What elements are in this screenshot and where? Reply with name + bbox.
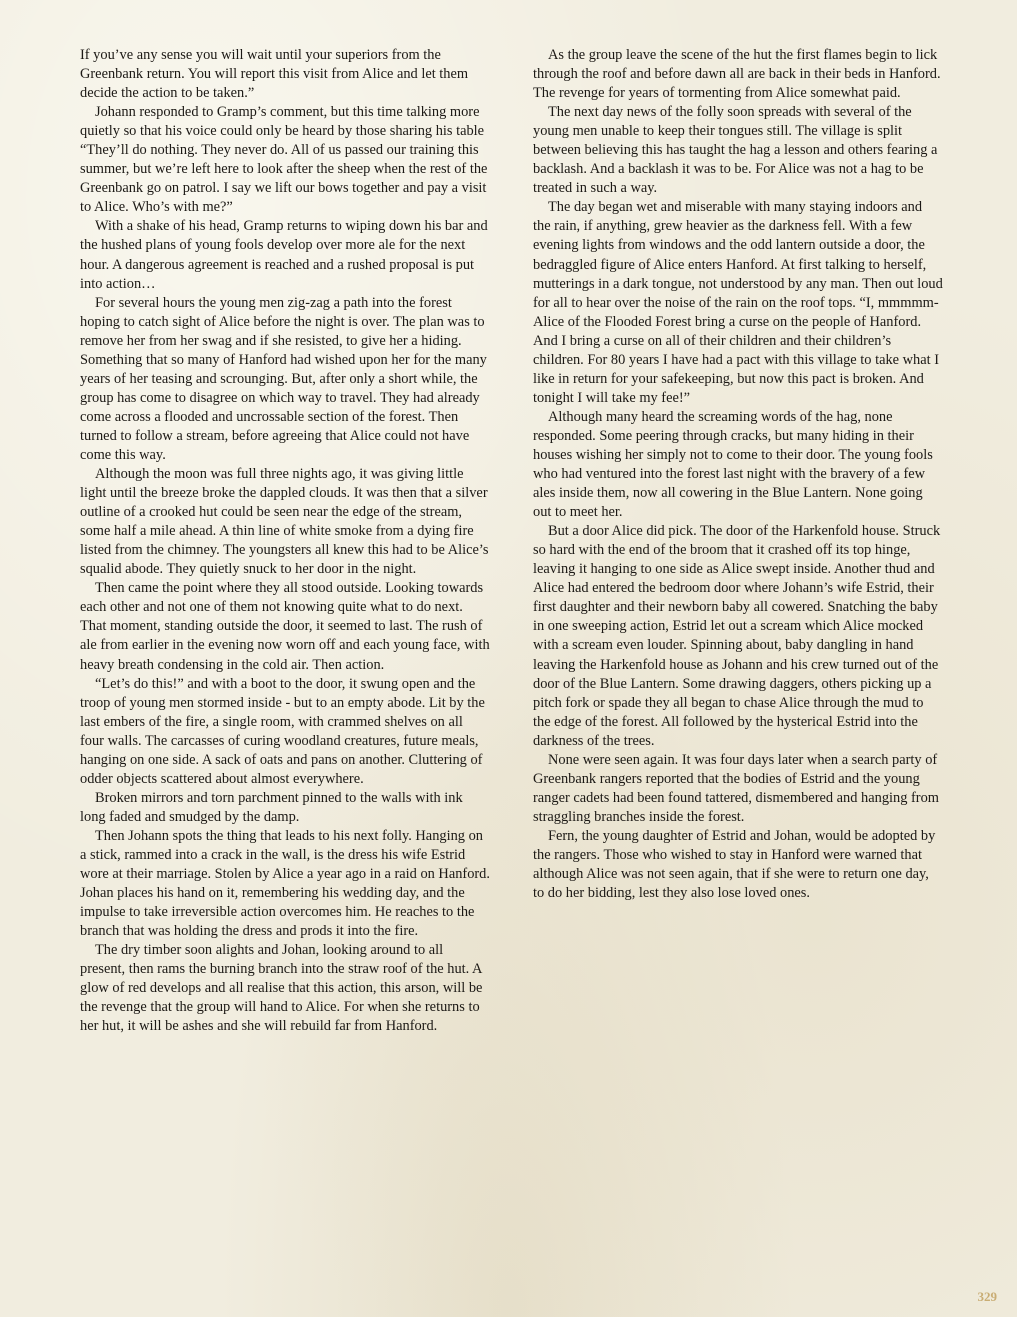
paragraph: Although many heard the screaming words of the hag, none responded. Some peering through cracks, but many hiding in their houses wishing her simply not to come to their door. The young fools who had ventured into the forest last night with the bravery of a few ales inside them, now all cowering in the Blue Lantern. None going out to meet her. xyxy=(533,408,933,521)
paragraph: Although the moon was full three nights ago, it was giving little light until the breeze broke the dappled clouds. It was then that a silver outline of a crooked hut could be seen near the edge of the stream, some half a mile ahead. A thin line of white smoke from a dying fire listed from the chimney. The youngsters all knew this had to be Alice’s squalid abode. They quietly snuck to her door in the night. xyxy=(80,466,489,578)
paragraph: Broken mirrors and torn parchment pinned to the walls with ink long faded and smudged by the damp. xyxy=(80,789,463,825)
paragraph: Then came the point where they all stood outside. Looking towards each other and not one of them not knowing quite what to do next. That moment, standing outside the door, it seemed to last. The rush of ale from earlier in the evening now worn off and each young face, with heavy breath condensing in the cold air. Then action. xyxy=(80,580,490,673)
paragraph: None were seen again. It was four days later when a search party of Greenbank rangers reported that the bodies of Estrid and the young ranger cadets had been found tattered, dismembered and hanging from straggling branches inside the forest. xyxy=(533,751,939,825)
paragraph: If you’ve any sense you will wait until your superiors from the Greenbank return. You will report this visit from Alice and let them decide the action to be taken.” xyxy=(80,47,469,102)
page-number: 329 xyxy=(977,1289,997,1304)
paragraph: As the group leave the scene of the hut the first flames begin to lick through the roof and before dawn all are back in their beds in Hanford. The revenge for years of tormenting from Alice somewhat paid. xyxy=(533,47,941,102)
paragraph: But a door Alice did pick. The door of the Harkenfold house. Struck so hard with the end of the broom that it crashed off its top hinge, leaving it hanging to one side as Alice swept inside. Another thud and Alice had entered the bedroom door where Johann’s wife Estrid, their first daughter and their newborn baby all cowered. Snatching the baby in one sweeping action, Estrid let out a scream which Alice mocked with a scream even louder. Spinning about, baby dangling in hand leaving the Harkenfold house as Johann and his crew turned out of the door of the Blue Lantern. Some drawing daggers, others picking up a pitch fork or spade they all began to chase Alice through the mud to the edge of the forest. All followed by the hysterical Estrid into the darkness of the trees. xyxy=(533,523,941,749)
paragraph: With a shake of his head, Gramp returns to wiping down his bar and the hushed plans of young fools develop over more ale for the next hour. A dangerous agreement is reached and a rushed proposal is put into action… xyxy=(80,218,488,292)
paragraph: “Let’s do this!” and with a boot to the door, it swung open and the troop of young men stormed inside - but to an empty abode. Lit by the last embers of the fire, a single room, with crammed shelves on all four walls. The carcasses of curing woodland creatures, future meals, hanging on one side. A sack of oats and pans on another. Cluttering of odder objects scattered about almost everywhere. xyxy=(80,675,485,787)
paragraph: The day began wet and miserable with many staying indoors and the rain, if anything, grew heavier as the darkness fell. With a few evening lights from windows and the odd lantern outside a door, the bedraggled figure of Alice enters Hanford. At first talking to herself, mutterings in a dark tongue, not understood by any man. Then out loud for all to hear over the noise of the rain on the roof tops. “I, mmmmm-Alice of the Flooded Forest bring a curse on the people of Hanford. And I bring a curse on all of their children and their children’s children. For 80 years I have had a pact with this village to take what I like in return for your safekeeping, but now this pact is broken. And tonight I will take my fee!” xyxy=(533,199,943,406)
left-text-column xyxy=(80,46,490,1036)
right-text-column xyxy=(533,46,943,903)
paragraph: The dry timber soon alights and Johan, looking around to all present, then rams the burning branch into the straw roof of the hut. A glow of red develops and all realise that this action, this arson, will be the revenge that the group will hand to Alice. For when she returns to her hut, it will be ashes and she will rebuild far from Hanford. xyxy=(80,942,483,1035)
paragraph: Then Johann spots the thing that leads to his next folly. Hanging on a stick, rammed into a crack in the wall, is the dress his wife Estrid wore at their marriage. Stolen by Alice a year ago in a raid on Hanford. Johan places his hand on it, remembering his wedding day, and the impulse to take irreversible action overcomes him. He reaches to the branch that was holding the dress and prods it into the fire. xyxy=(80,827,490,940)
paragraph: For several hours the young men zig-zag a path into the forest hoping to catch sight of Alice before the night is over. The plan was to remove her from her swag and if she resisted, to give her a hiding. Something that so many of Hanford had wished upon her for the many years of her teasing and scrounging. But, after only a short while, the group has come to disagree on which way to travel. They had already come across a flooded and uncrossable section of the forest. Then turned to follow a stream, before agreeing that Alice could not have come this way. xyxy=(80,294,487,463)
paragraph: Fern, the young daughter of Estrid and Johan, would be adopted by the rangers. Those who wished to stay in Hanford were warned that although Alice was not seen again, that if she were to return one day, to do her bidding, lest they also lose loved ones. xyxy=(533,827,936,902)
paragraph: Johann responded to Gramp’s comment, but this time talking more quietly so that his voice could only be heard by those sharing his table “They’ll do nothing. They never do. All of us passed our training this summer, but we’re left here to look after the sheep when the rest of the Greenbank go on patrol. I say we lift our bows together and pay a visit to Alice. Who’s with me?” xyxy=(80,104,488,216)
paragraph: The next day news of the folly soon spreads with several of the young men unable to keep their tongues still. The village is split between believing this has taught the hag a lesson and others fearing a backlash. And a backlash it was to be. For Alice was not a hag to be treated in such a way. xyxy=(533,104,938,197)
